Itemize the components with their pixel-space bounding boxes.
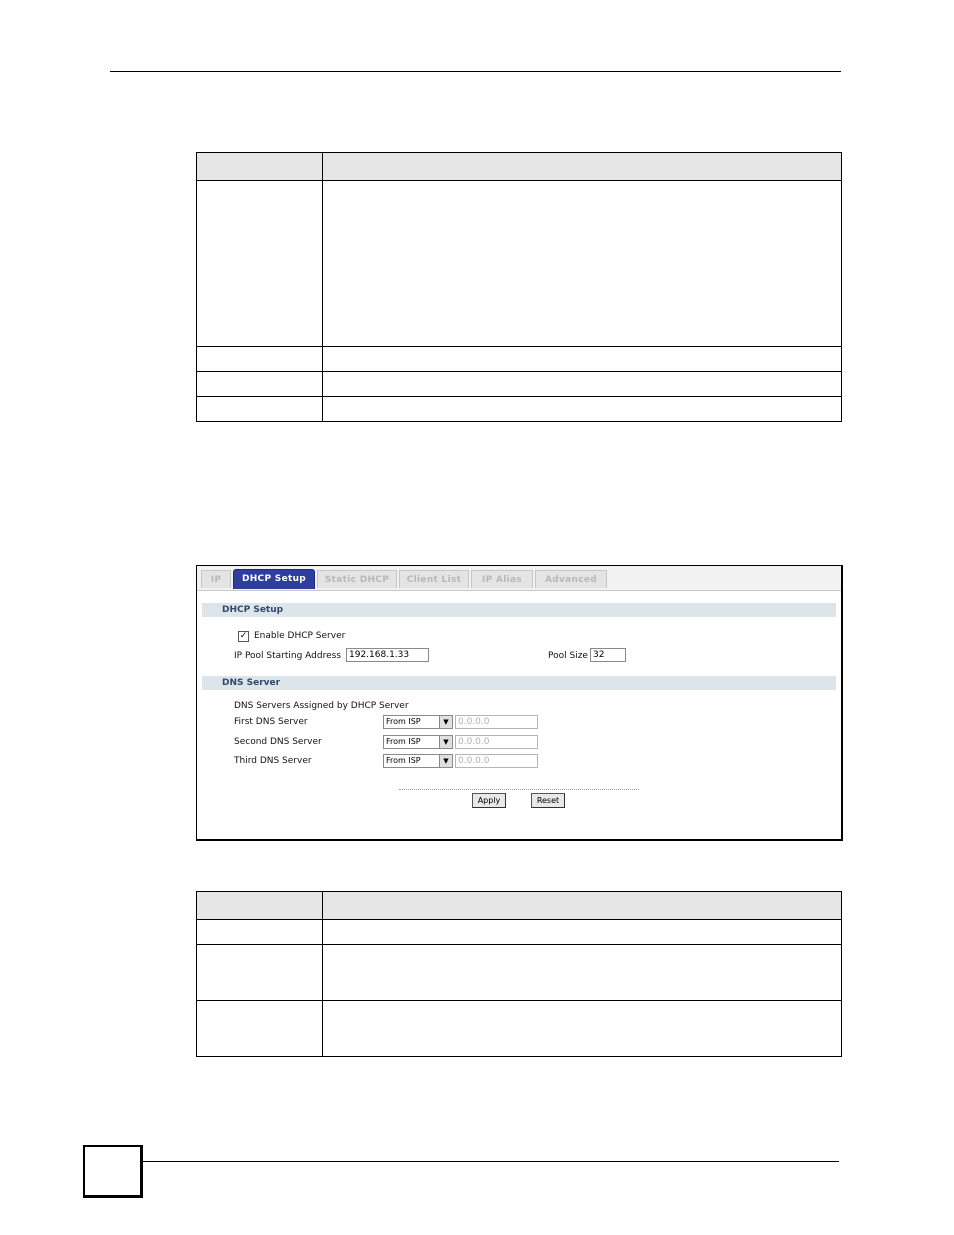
tab-advanced[interactable]: Advanced bbox=[535, 570, 607, 588]
pool-size-label: Pool Size bbox=[548, 651, 588, 661]
chevron-down-icon[interactable]: ▼ bbox=[439, 716, 452, 728]
first-dns-input[interactable]: 0.0.0.0 bbox=[455, 715, 538, 729]
table-cell bbox=[323, 1001, 842, 1057]
table-cell bbox=[197, 347, 323, 372]
apply-button[interactable]: Apply bbox=[472, 793, 506, 808]
third-dns-label: Third DNS Server bbox=[234, 756, 312, 766]
dhcp-setup-screenshot bbox=[196, 565, 843, 841]
third-dns-input[interactable]: 0.0.0.0 bbox=[455, 754, 538, 768]
second-dns-select[interactable] bbox=[383, 735, 453, 749]
first-dns-select-value: From ISP bbox=[386, 717, 421, 726]
second-dns-label: Second DNS Server bbox=[234, 737, 322, 747]
pool-start-input[interactable]: 192.168.1.33 bbox=[346, 648, 429, 662]
top-field-table bbox=[196, 152, 842, 422]
enable-dhcp-label: Enable DHCP Server bbox=[254, 631, 346, 641]
table-cell bbox=[323, 920, 842, 945]
reset-button[interactable]: Reset bbox=[531, 793, 565, 808]
table-cell bbox=[197, 397, 323, 422]
table-header-cell bbox=[323, 892, 842, 920]
dns-assigned-label: DNS Servers Assigned by DHCP Server bbox=[234, 701, 409, 711]
table-cell bbox=[197, 1001, 323, 1057]
tab-static-dhcp[interactable]: Static DHCP bbox=[317, 570, 397, 588]
footer-rule bbox=[141, 1161, 839, 1162]
table-header-cell bbox=[323, 153, 842, 181]
chevron-down-icon[interactable]: ▼ bbox=[439, 736, 452, 748]
table-cell bbox=[323, 372, 842, 397]
table-cell bbox=[323, 945, 842, 1001]
button-divider bbox=[399, 789, 639, 790]
table-header-cell bbox=[197, 892, 323, 920]
header-rule bbox=[110, 71, 841, 72]
second-dns-input[interactable]: 0.0.0.0 bbox=[455, 735, 538, 749]
third-dns-select[interactable] bbox=[383, 754, 453, 768]
second-dns-select-value: From ISP bbox=[386, 737, 421, 746]
table-cell bbox=[197, 920, 323, 945]
bottom-field-table bbox=[196, 891, 842, 1057]
tab-client-list[interactable]: Client List bbox=[399, 570, 469, 588]
section-dns-server: DNS Server bbox=[202, 676, 836, 690]
tab-bar bbox=[197, 566, 841, 591]
table-cell bbox=[323, 347, 842, 372]
tab-ip-alias[interactable]: IP Alias bbox=[471, 570, 533, 588]
table-cell bbox=[197, 372, 323, 397]
pool-size-input[interactable]: 32 bbox=[590, 648, 626, 662]
third-dns-select-value: From ISP bbox=[386, 756, 421, 765]
tab-ip[interactable]: IP bbox=[201, 570, 231, 588]
chevron-down-icon[interactable]: ▼ bbox=[439, 755, 452, 767]
section-dhcp-setup: DHCP Setup bbox=[202, 603, 836, 617]
table-cell bbox=[323, 181, 842, 347]
table-cell bbox=[197, 181, 323, 347]
table-cell bbox=[197, 945, 323, 1001]
enable-dhcp-checkbox[interactable]: ✓ bbox=[239, 631, 248, 641]
page-number-box bbox=[83, 1145, 143, 1198]
first-dns-select[interactable] bbox=[383, 715, 453, 729]
table-cell bbox=[323, 397, 842, 422]
pool-start-label: IP Pool Starting Address bbox=[234, 651, 342, 661]
table-header-cell bbox=[197, 153, 323, 181]
tab-dhcp-setup[interactable]: DHCP Setup bbox=[233, 569, 315, 589]
first-dns-label: First DNS Server bbox=[234, 717, 308, 727]
